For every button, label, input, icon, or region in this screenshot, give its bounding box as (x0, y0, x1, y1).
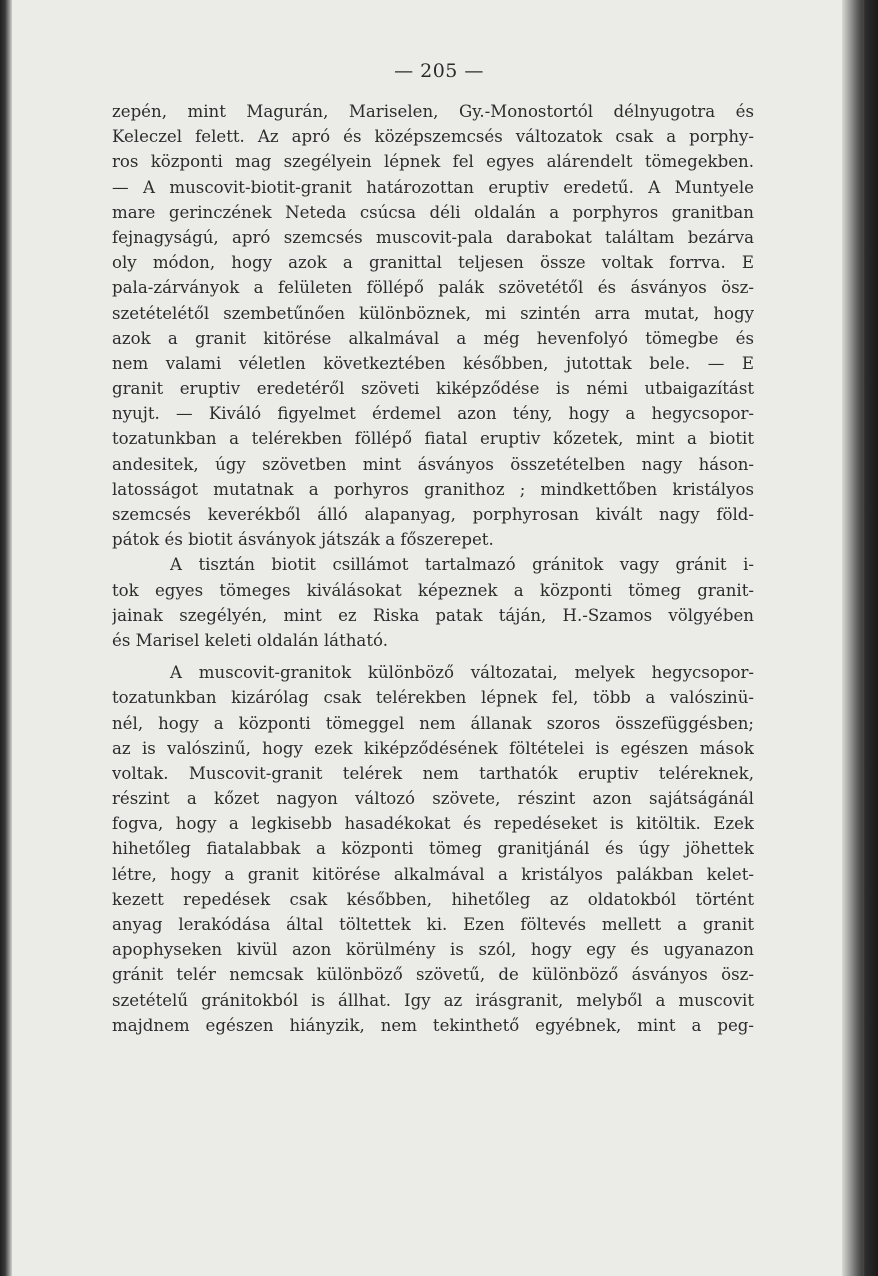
text-line: anyag lerakódása által töltettek ki. Ezen föltevés mellett a granit (112, 915, 754, 934)
paragraph-2 (112, 552, 754, 653)
text-line: szemcsés keverékből álló alapanyag, porphyrosan kivált nagy föld- (112, 505, 754, 524)
text-line: tozatunkban a telérekben föllépő fiatal eruptiv kőzetek, mint a biotit (112, 429, 754, 449)
text-line: fejnagyságú, apró szemcsés muscovit-pala darabokat találtam bezárva (112, 227, 754, 247)
text-line: ros központi mag szegélyein lépnek fel egyes alárendelt tömegekben. (112, 152, 754, 172)
page-number: — 205 — (394, 60, 484, 82)
text-line: apophyseken kivül azon körülmény is szól, hogy egy és ugyanazon (112, 940, 754, 960)
text-line: — A muscovit-biotit-granit határozottan eruptiv eredetű. A Muntyele (112, 177, 754, 197)
paragraph-3 (112, 660, 754, 1038)
text-line: nyujt. — Kiváló figyelmet érdemel azon tény, hogy a hegycsopor- (112, 404, 754, 424)
text-line: voltak. Muscovit-granit telérek nem tarthatók eruptiv teléreknek, (112, 763, 754, 783)
text-line: Keleczel felett. Az apró és középszemcsés változatok csak a porphy- (112, 127, 754, 147)
text-line: mare gerinczének Neteda csúcsa déli oldalán a porphyros granitban (112, 202, 754, 222)
text-line: pala-zárványok a felületen föllépő palák szövetétől és ásványos ösz- (112, 278, 754, 298)
text-line: A tisztán biotit csillámot tartalmazó gránitok vagy gránit i- (170, 555, 754, 575)
body-text (112, 99, 754, 1038)
page-right-edge-line (861, 0, 864, 1276)
text-line: jainak szegélyén, mint ez Riska patak táján, H.-Szamos völgyében (112, 605, 754, 625)
text-line: szetételétől szembetűnően különböznek, mi szintén arra mutat, hogy (112, 303, 754, 323)
text-line: majdnem egészen hiányzik, nem tekinthető egyébnek, mint a peg- (112, 1015, 754, 1035)
page-left-edge (0, 0, 12, 1276)
text-line: tok egyes tömeges kiválásokat képeznek a központi tömeg granit- (112, 580, 754, 600)
text-line: A muscovit-granitok különböző változatai, melyek hegycsopor- (170, 663, 754, 683)
text-line: fogva, hogy a legkisebb hasadékokat és repedéseket is kitöltik. Ezek (112, 814, 754, 834)
text-line: kezett repedések csak későbben, hihetőleg az oldatokból történt (112, 889, 754, 909)
text-line: pátok és biotit ásványok játszák a főszerepet. (112, 530, 494, 550)
text-line: nél, hogy a központi tömeggel nem állanak szoros összefüggésben; (112, 713, 754, 733)
text-line: gránit telér nemcsak különböző szövetű, de különböző ásványos ösz- (112, 965, 754, 985)
text-line: részint a kőzet nagyon változó szövete, részint azon sajátságánál (112, 789, 754, 809)
text-line: és Marisel keleti oldalán látható. (112, 630, 388, 650)
text-line: létre, hogy a granit kitörése alkalmával a kristályos palákban kelet- (112, 864, 754, 884)
page-right-edge (842, 0, 878, 1276)
paragraph-1 (112, 99, 754, 552)
text-line: azok a granit kitörése alkalmával a még hevenfolyó tömegbe és (112, 328, 754, 348)
text-line: latosságot mutatnak a porhyros granithoz ; mindkettőben kristályos (112, 479, 754, 499)
text-line: oly módon, hogy azok a granittal teljesen össze voltak forrva. E (112, 253, 754, 273)
text-line: tozatunkban kizárólag csak telérekben lépnek fel, több a valószinü- (112, 688, 754, 708)
text-line: granit eruptiv eredetéről szöveti kiképződése is némi utbaigazítást (112, 379, 754, 399)
text-line: nem valami véletlen következtében későbben, jutottak bele. — E (112, 353, 754, 373)
text-line: az is valószinű, hogy ezek kiképződésének föltételei is egészen mások (112, 738, 754, 758)
text-line: andesitek, úgy szövetben mint ásványos összetételben nagy háson- (112, 454, 754, 474)
text-line: zepén, mint Magurán, Mariselen, Gy.-Monostortól délnyugotra és (112, 102, 754, 121)
text-line: hihetőleg fiatalabbak a központi tömeg granitjánál és úgy jöhettek (112, 839, 754, 859)
text-line: szetételű gránitokból is állhat. Igy az irásgranit, melyből a muscovit (112, 990, 754, 1010)
